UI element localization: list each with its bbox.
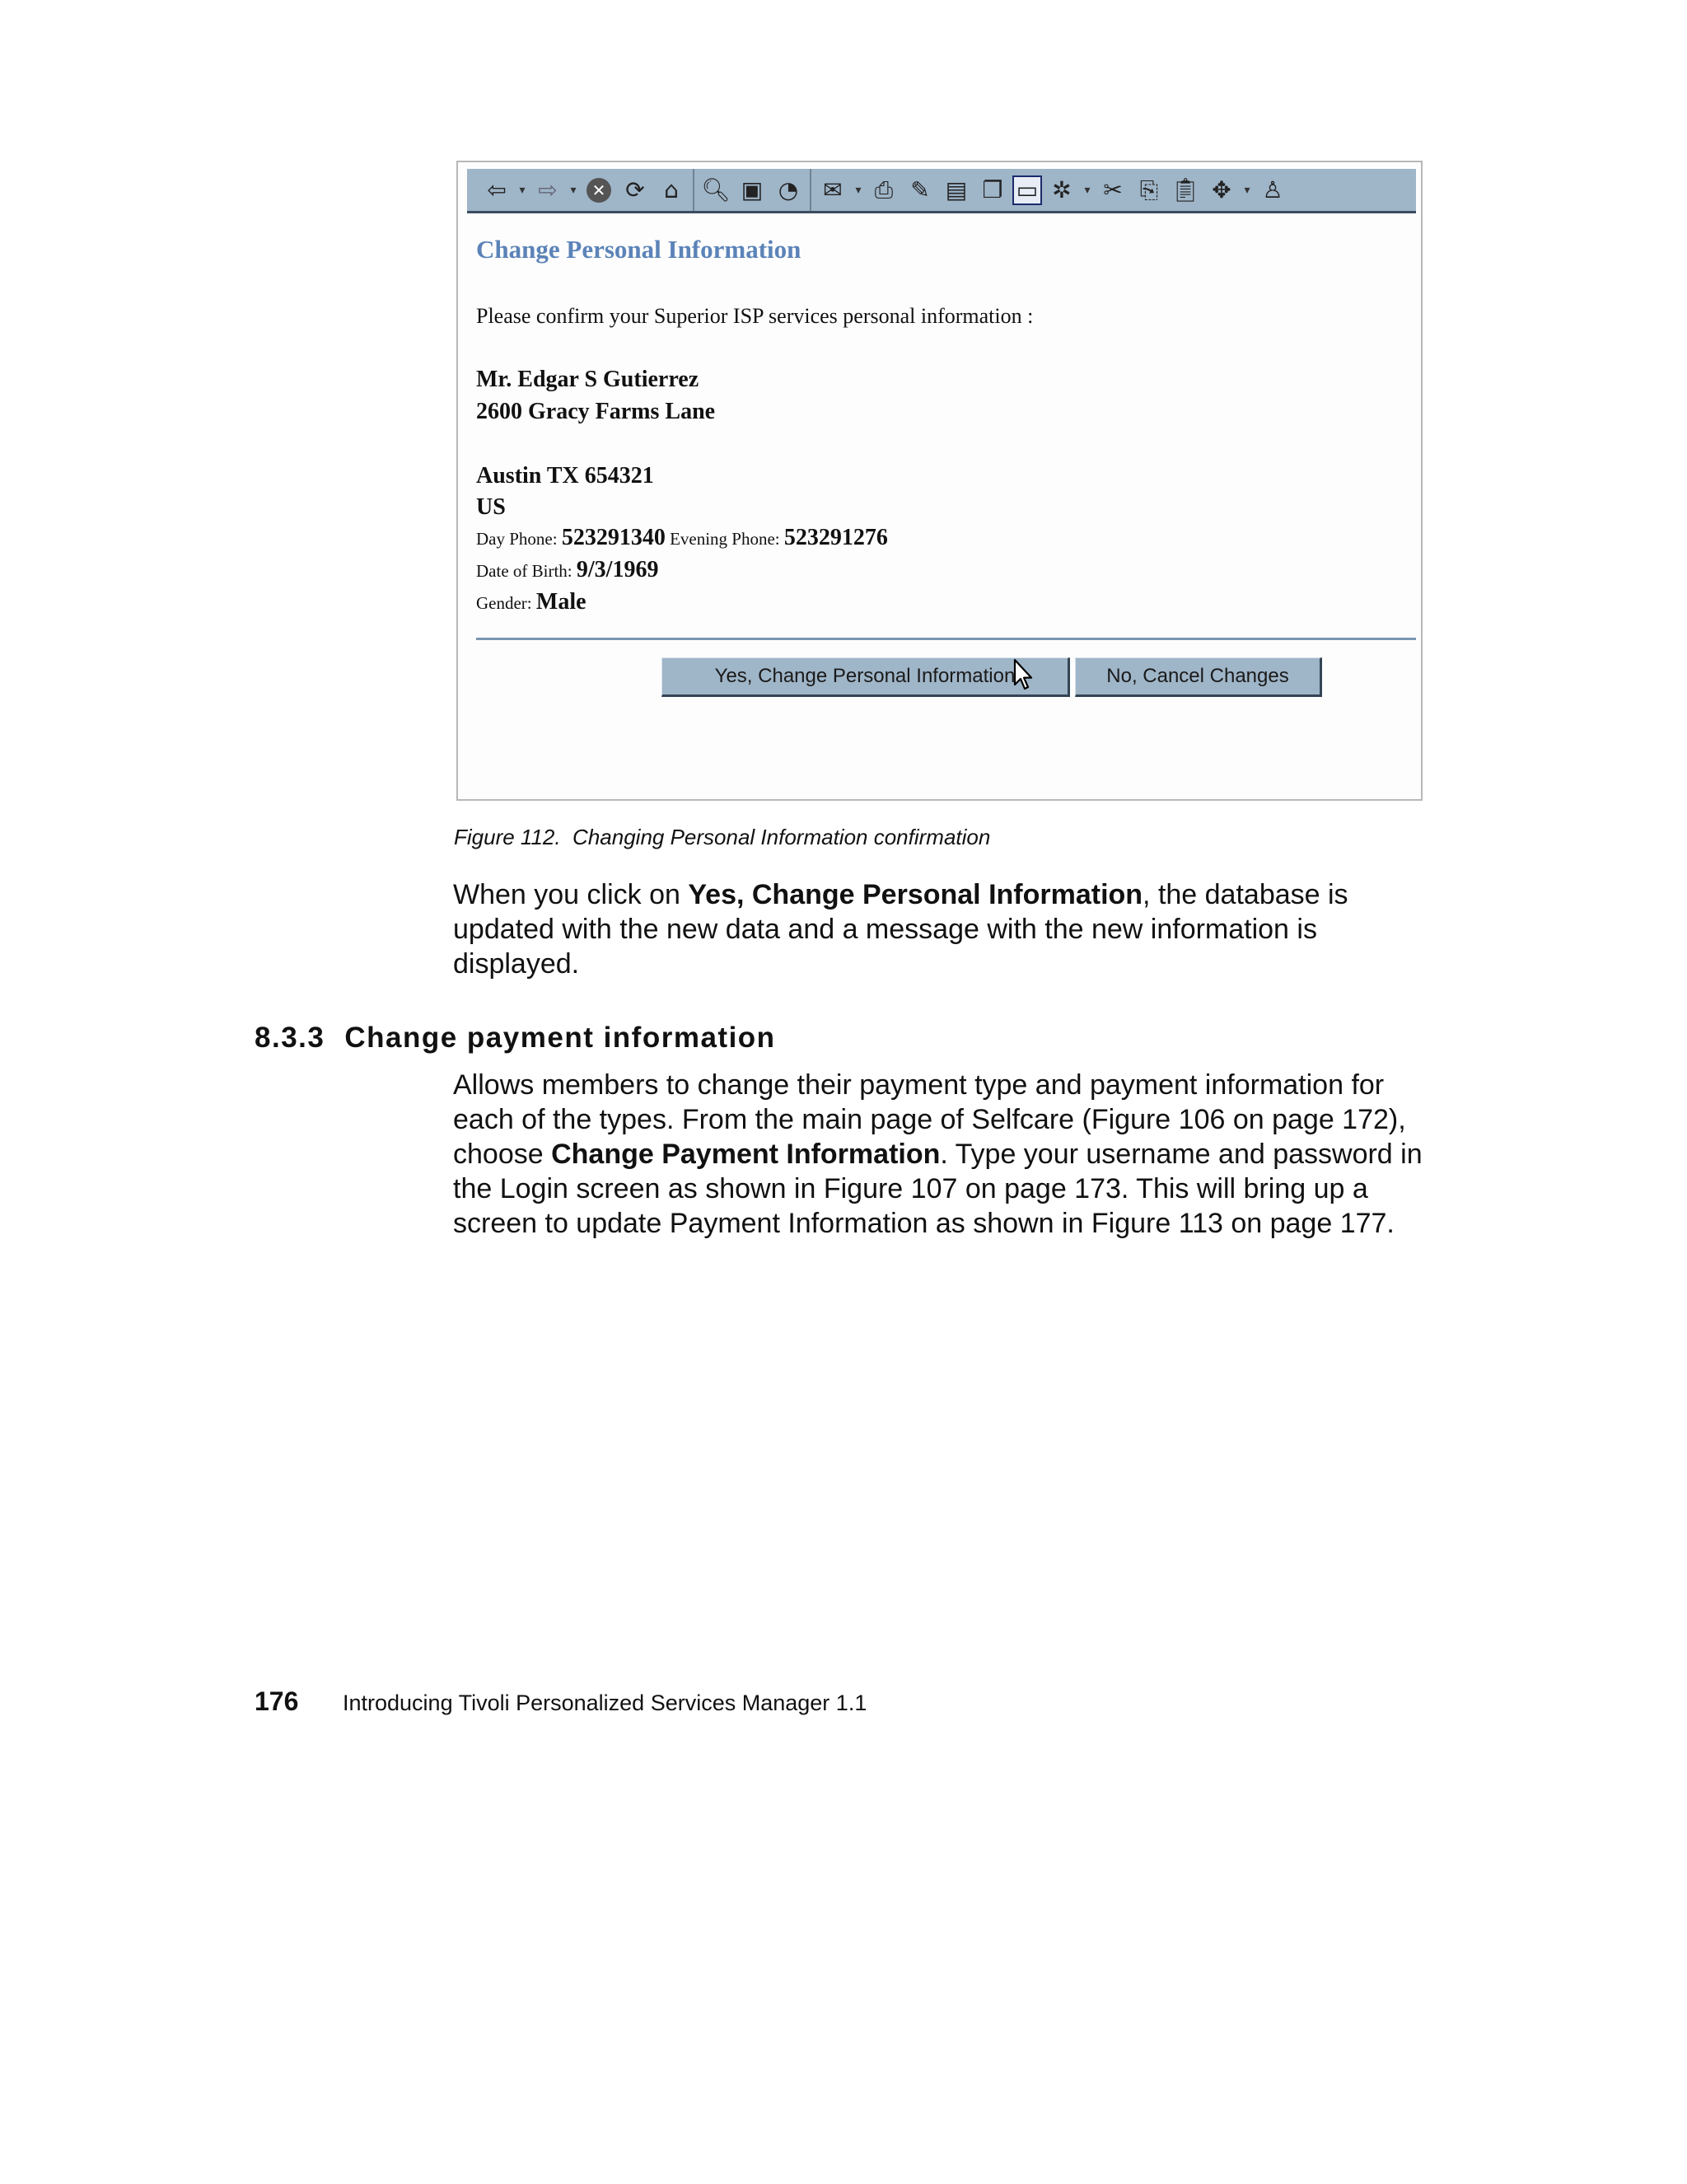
text-run: . Type your username and password in: [940, 1139, 1423, 1170]
toolbar-group-explore: [693, 169, 810, 211]
home-icon[interactable]: ⌂: [664, 175, 679, 203]
phone-row: [476, 525, 888, 551]
confirm-prompt: Please confirm your Superior ISP services personal information :: [476, 304, 1034, 328]
forward-icon[interactable]: ⇨: [538, 175, 558, 203]
paragraph-line: screen to update Payment Information as shown in Figure 113 on page 177.: [453, 1208, 1395, 1239]
dropdown-arrow-icon[interactable]: ▾: [855, 183, 862, 197]
gender-label: Gender:: [476, 593, 532, 613]
paste-icon[interactable]: 📋︎: [1171, 175, 1200, 203]
toolbar-group-tools: [810, 169, 1294, 211]
cancel-changes-button[interactable]: No, Cancel Changes: [1075, 657, 1322, 697]
gender-row: [476, 589, 586, 615]
dropdown-arrow-icon[interactable]: ▾: [570, 183, 577, 197]
paragraph-payment-info: [453, 1068, 1442, 1241]
ui-term-bold: Change Payment Information: [551, 1139, 941, 1170]
text-run: When you click on: [453, 879, 689, 910]
confirm-change-button[interactable]: Yes, Change Personal Information: [661, 657, 1070, 697]
ui-term-bold: Yes, Change Personal Information: [688, 879, 1143, 910]
translate-icon[interactable]: ✥: [1212, 175, 1231, 203]
favorites-icon[interactable]: ▣: [741, 175, 764, 203]
text-run: choose: [453, 1139, 552, 1170]
page-icon[interactable]: ▤: [945, 175, 968, 203]
paragraph-line: displayed.: [453, 948, 580, 980]
mouse-pointer-icon: [1013, 658, 1033, 691]
copy-icon[interactable]: ⎘: [1139, 175, 1159, 203]
paragraph-confirm-result: [453, 877, 1442, 981]
dropdown-arrow-icon[interactable]: ▾: [1084, 183, 1091, 197]
figure-screenshot: [456, 161, 1423, 801]
refresh-icon[interactable]: ⟳: [625, 175, 645, 203]
paragraph-line: [453, 1137, 1442, 1172]
paragraph-line: each of the types. From the main page of Selfcare (Figure 106 on page 172),: [453, 1104, 1406, 1135]
day-phone-value: 523291340: [561, 525, 666, 550]
back-icon[interactable]: ⇦: [487, 175, 507, 203]
dob-label: Date of Birth:: [476, 561, 572, 581]
section-title: Change payment information: [344, 1022, 776, 1054]
running-footer-title: Introducing Tivoli Personalized Services Manager 1.1: [343, 1691, 867, 1715]
evening-phone-value: 523291276: [783, 525, 888, 550]
print-icon[interactable]: ⎙: [874, 175, 894, 203]
form-heading: Change Personal Information: [476, 235, 801, 264]
dropdown-arrow-icon[interactable]: ▾: [519, 183, 526, 197]
dob-value: 9/3/1969: [576, 557, 659, 582]
figure-caption: [454, 825, 990, 850]
dropdown-arrow-icon[interactable]: ▾: [1244, 183, 1250, 197]
address-city-line: Austin TX 654321: [476, 463, 654, 489]
figure-caption-text: Changing Personal Information confirmation: [572, 825, 991, 849]
gender-value: Male: [535, 589, 586, 615]
section-number: 8.3.3: [255, 1022, 325, 1054]
dob-row: [476, 557, 658, 583]
figure-caption-label: Figure 112.: [454, 825, 561, 849]
cut-icon[interactable]: ✂: [1103, 175, 1123, 203]
address-street: 2600 Gracy Farms Lane: [476, 399, 716, 424]
toolbar-group-navigation: [475, 169, 693, 211]
encoding-icon[interactable]: ✲: [1052, 175, 1072, 203]
window-icon[interactable]: ▭: [1012, 175, 1042, 205]
text-run: , the database is: [1143, 879, 1348, 910]
stop-icon[interactable]: ✕: [582, 174, 615, 207]
section-heading: [255, 1022, 776, 1055]
paragraph-line: the Login screen as shown in Figure 107 on page 173. This will bring up a: [453, 1173, 1368, 1204]
address-country: US: [476, 494, 506, 520]
history-icon[interactable]: ◔: [778, 175, 799, 203]
messenger-icon[interactable]: ♙: [1262, 175, 1283, 203]
paragraph-line: Allows members to change their payment type and payment information for: [453, 1069, 1385, 1101]
evening-phone-label: Evening Phone:: [670, 529, 780, 549]
form-divider: [476, 638, 1416, 640]
browser-toolbar: [467, 169, 1416, 213]
paragraph-line: [453, 877, 1442, 912]
day-phone-label: Day Phone:: [476, 529, 558, 549]
address-name: Mr. Edgar S Gutierrez: [476, 367, 699, 392]
search-icon[interactable]: 🔍︎: [701, 175, 731, 203]
paragraph-line: updated with the new data and a message with the new information is: [453, 914, 1317, 945]
mail-icon[interactable]: ✉: [823, 175, 843, 203]
page-number: 176: [255, 1686, 299, 1716]
edit-icon[interactable]: ✎: [910, 175, 930, 203]
frames-icon[interactable]: ❐: [982, 175, 1003, 203]
